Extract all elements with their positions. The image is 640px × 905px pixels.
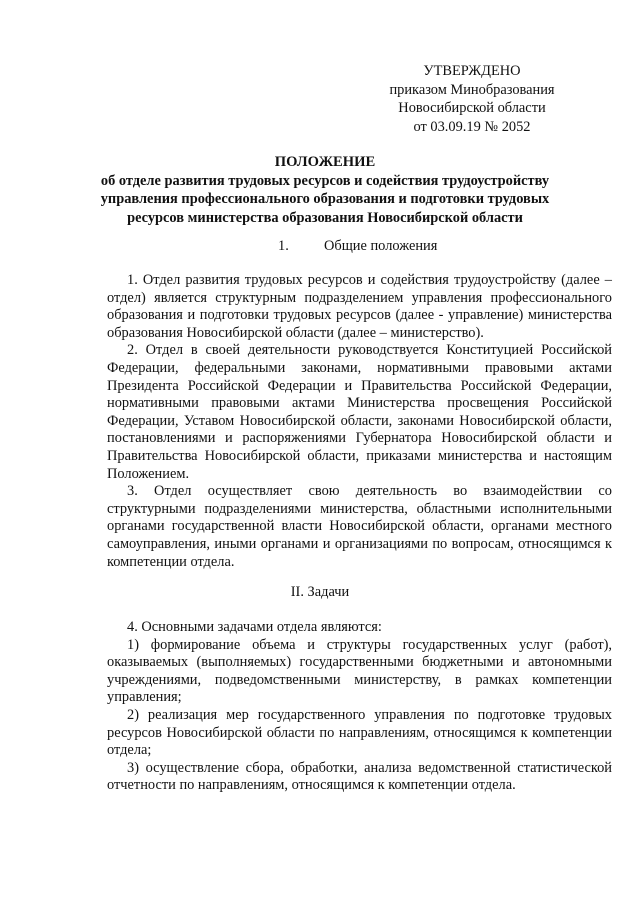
- section-1-number: 1.: [278, 238, 289, 254]
- approval-stamp: [372, 62, 572, 136]
- paragraph: 3. Отдел осуществляет свою деятельность во взаимодействии со структурными подразделениями министерства, областными исполнительными органами государственной власти Новосибирской области, органами местного самоуправления, иными органами и организациями по вопросам, относящимся к компетенции отдела.: [107, 483, 612, 570]
- paragraph: 3) осуществление сбора, обработки, анализа ведомственной статистической отчетности по направлениям, относящимся к компетенции отдела.: [107, 759, 612, 794]
- paragraph: 2. Отдел в своей деятельности руководствуется Конституцией Российской Федерации, федеральными законами, нормативными правовыми актами Президента Российской Федерации и Правительства Российской Федерации, нормативными правовыми актами Министерства просвещения Российской Федерации, Уставом Новосибирской области, законами Новосибирской области, постановлениями и распоряжениями Губернатора Новосибирской области и Правительства Новосибирской области, приказами министерства и настоящим Положением.: [107, 342, 612, 482]
- section-1-body: [107, 272, 612, 571]
- approval-line-2: приказом Минобразования: [389, 81, 555, 98]
- title-heading: ПОЛОЖЕНИЕ: [274, 154, 376, 170]
- document-title: [60, 153, 590, 227]
- title-line-2: управления профессионального образования и подготовки трудовых: [100, 191, 550, 207]
- paragraph: 1. Отдел развития трудовых ресурсов и содействия трудоустройству (далее – отдел) является структурным подразделением управления профессионального образования и подготовки трудовых ресурсов (далее - управление) министерства образования Новосибирской области (далее – министерство).: [107, 272, 612, 341]
- approval-line-1: УТВЕРЖДЕНО: [423, 63, 521, 79]
- paragraph: 1) формирование объема и структуры государственных услуг (работ), оказываемых (выполняемых) государственными бюджетными и автономными учреждениями, подведомственными министерству, в рамках компетенции управления;: [107, 636, 612, 706]
- paragraph: 2) реализация мер государственного управления по подготовке трудовых ресурсов Новосибирской области по направлениям, относящимся к компетенции отдела;: [107, 706, 612, 759]
- section-1-heading: [278, 237, 437, 255]
- paragraph: 4. Основными задачами отдела являются:: [127, 619, 382, 635]
- approval-line-4: от 03.09.19 № 2052: [413, 118, 531, 135]
- section-2-heading: II. Задачи: [290, 584, 350, 600]
- section-2-body: [107, 619, 612, 795]
- section-1-title: Общие положения: [324, 238, 438, 254]
- title-line-1: об отделе развития трудовых ресурсов и содействия трудоустройству: [100, 172, 550, 189]
- approval-line-3: Новосибирской области: [398, 100, 546, 116]
- title-line-3: ресурсов министерства образования Новосибирской области: [127, 209, 523, 226]
